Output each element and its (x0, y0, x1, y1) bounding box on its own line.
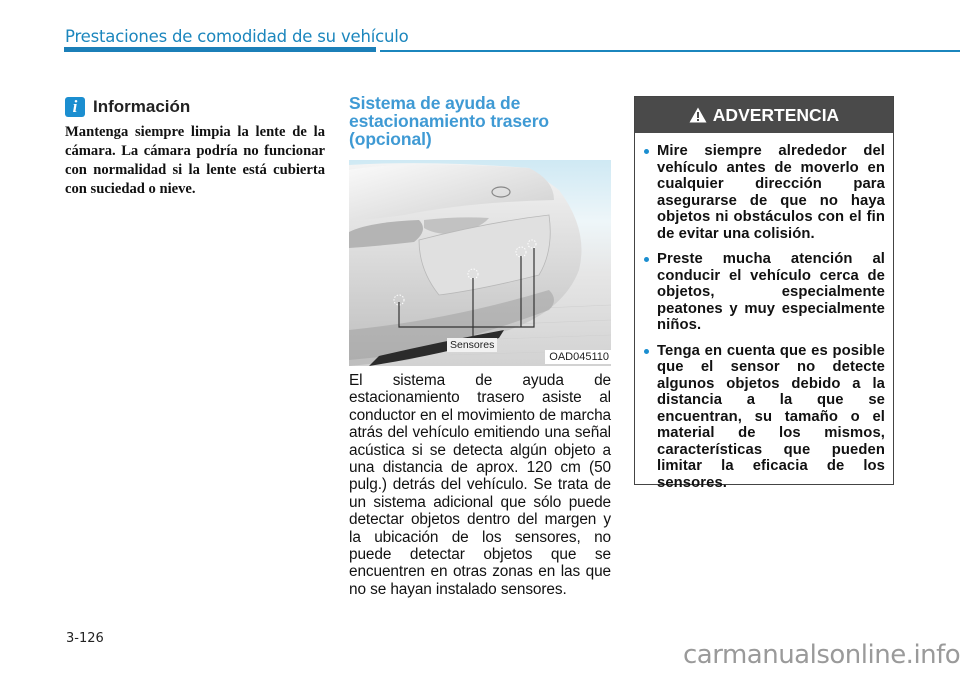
warning-title: ADVERTENCIA (712, 104, 840, 125)
warning-header (635, 97, 893, 133)
watermark: carmanualsonline.info (683, 640, 960, 670)
section-header-title: Prestaciones de comodidad de su vehículo (65, 27, 409, 46)
car-rear-bumper-icon (349, 160, 611, 366)
bullet-icon (644, 149, 649, 154)
information-title: Información (93, 97, 191, 116)
information-note (65, 96, 325, 199)
header-rule (380, 50, 960, 52)
warning-item-text: Mire siempre alrededor del vehículo antes de moverlo en cualquier dirección para asegurarse de que no haya objetos ni obstáculos con el fin de evitar una colisión. (657, 143, 885, 242)
sensors-label: Sensores (447, 338, 497, 352)
bullet-icon (644, 349, 649, 354)
parking-assist-section (349, 93, 611, 598)
bullet-icon (644, 257, 649, 262)
warning-box (634, 96, 894, 491)
information-body: Mantenga siempre limpia la lente de la cámara. La cámara podría no funcionar con normalidad si la lente está cubierta con suciedad o nieve. (65, 124, 325, 197)
rear-sensors-illustration (349, 160, 611, 366)
header-bar (64, 47, 376, 52)
parking-assist-description: El sistema de ayuda de estacionamiento trasero asiste al conductor en el movimiento de marcha atrás del vehículo emitiendo una señal acústica si se detecta algún objeto a una distancia de aprox. 120 cm (50 pulg.) detrás del vehículo. Se trata de un sistema adicional que sólo puede detectar objetos dentro del margen y la ubicación de los sensores, no puede detectar objetos que se encuentren en otras zonas en las que no se hayan instalado sensores. (349, 372, 611, 598)
figure-code: OAD045110 (545, 350, 611, 364)
warning-item (657, 251, 885, 334)
parking-assist-title: Sistema de ayuda de estacionamiento trasero (opcional) (349, 93, 549, 149)
warning-item (657, 343, 885, 492)
warning-item-text: Tenga en cuenta que es posible que el sensor no detecte algunos objetos debido a la distancia a la que se encuentran, su tamaño o el material de los mismos, características que pueden limitar la eficacia de los sensores. (657, 342, 885, 491)
warning-item-text: Preste mucha atención al conducir el vehículo cerca de objetos, especialmente peatones y muy especialmente niños. (657, 251, 885, 333)
warning-triangle-icon (689, 107, 707, 123)
warning-list (635, 133, 893, 491)
information-heading (65, 96, 325, 118)
page-number: 3-126 (66, 631, 104, 646)
info-icon: i (65, 97, 85, 117)
warning-item (657, 143, 885, 242)
